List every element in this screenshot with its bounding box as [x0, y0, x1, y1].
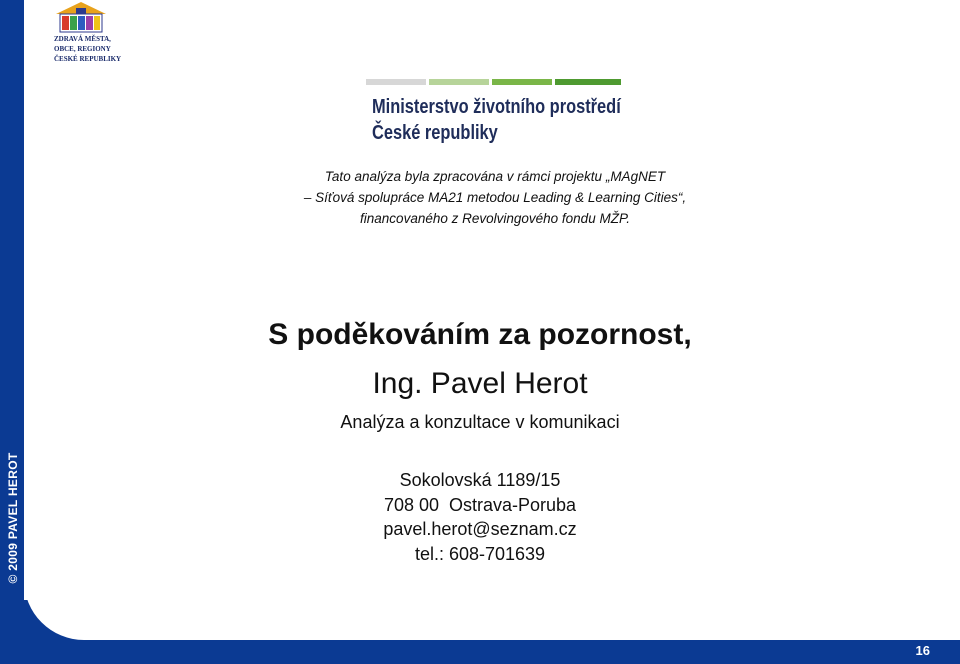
contact-block: [300, 468, 660, 566]
author-name: Ing. Pavel Herot: [372, 367, 588, 400]
contact-city: 708 00 Ostrava-Poruba: [383, 494, 577, 515]
healthy-cities-logo: [24, 0, 134, 63]
ministry-color-bar: [366, 79, 624, 85]
contact-phone: tel.: 608-701639: [414, 543, 546, 564]
logo-line-1: ZDRAVÁ MĚSTA, OBCE, REGIONY: [54, 35, 111, 53]
logo-line-2: ČESKÉ REPUBLIKY: [54, 55, 122, 63]
author-role: Analýza a konzultace v komunikaci: [340, 412, 620, 432]
ministry-line-2: České republiky: [372, 122, 498, 144]
project-note-line-3: financovaného z Revolvingového fondu MŽP.: [360, 211, 630, 226]
thanks-heading: S poděkováním za pozornost,: [268, 318, 692, 351]
contact-street: Sokolovská 1189/15: [399, 470, 561, 490]
copyright-text: © 2009 PAVEL HEROT: [6, 452, 20, 584]
ministry-line-1: Ministerstvo životního prostředí: [372, 96, 621, 118]
project-note-line-1: Tato analýza byla zpracována v rámci projektu „MAgNET: [324, 169, 666, 184]
project-note: [260, 166, 730, 229]
ministry-logo-text: [372, 94, 621, 146]
contact-email: pavel.herot@seznam.cz: [383, 519, 577, 539]
project-note-line-2: – Síťová spolupráce MA21 metodou Leading & Learning Cities“,: [303, 190, 687, 205]
page-number: 16: [915, 643, 930, 658]
bottom-bar: [24, 640, 960, 664]
house-logo-icon: [50, 0, 112, 34]
